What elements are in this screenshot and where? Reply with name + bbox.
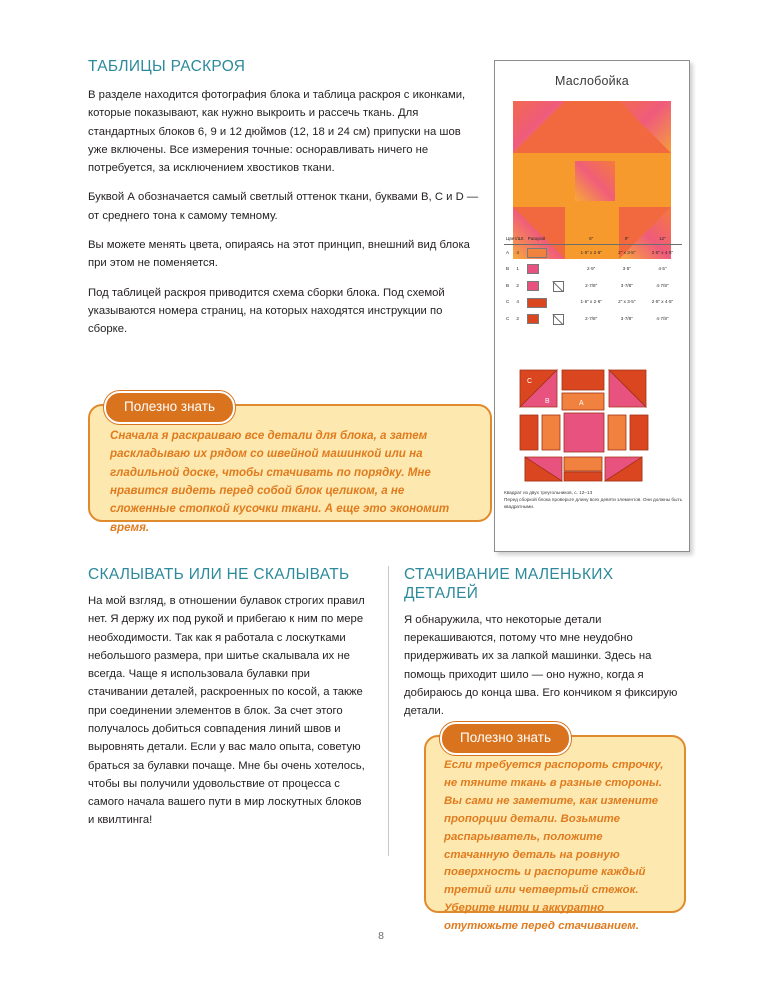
col-header-size-12: 12"	[643, 235, 682, 245]
col-header-size-6: 6"	[572, 235, 611, 245]
row-size-9: 3·7/8"	[620, 282, 633, 288]
right-column-heading: СТАЧИВАНИЕ МАЛЕНЬКИХ ДЕТАЛЕЙ	[404, 566, 614, 602]
block-name-title: Маслобойка	[555, 74, 629, 88]
tip-callout-1-body	[90, 406, 490, 551]
row-letter: C	[506, 299, 510, 305]
fabric-swatch	[527, 248, 547, 258]
row-qty: 2	[516, 316, 519, 322]
row-icon-cell	[552, 311, 572, 328]
row-size-9: 3·5"	[622, 266, 631, 272]
diagram-label-b: B	[545, 398, 550, 405]
left-column	[88, 566, 370, 830]
row-size-9: 2" x 3·5"	[618, 249, 636, 255]
row-swatch-cell	[526, 261, 552, 277]
row-icon-cell	[552, 295, 572, 311]
row-swatch-cell	[526, 295, 552, 311]
page-number: 8	[378, 930, 384, 942]
half-square-triangle-icon	[553, 314, 564, 325]
intro-section	[88, 58, 481, 338]
row-size-12: 4·5"	[658, 266, 667, 272]
row-qty: 4	[516, 299, 519, 305]
tip-callout-2	[424, 730, 686, 933]
page-title: ТАБЛИЦЫ РАСКРОЯ	[88, 58, 246, 75]
left-column-text: На мой взгляд, в отношении булавок строгих правил нет. Я держу их под рукой и прибегаю к ним по мере необходимости. Так как я работала с лоскутками небольшого размера, при шитье скалывала их не всегда. Чаще я использовала булавки при стачивании деталей, раскроенных по косой, а также при соединении элементов в блок. За счет этого получалось добиться совпадения линий швов и выровнять детали. Если у вас мало опыта, советую браться за булавки почаще. Мне бы очень хотелось, чтобы вы получили удовольствие от процесса с самого начала вашего пути в мир лоскутных блоков и квилтинга!	[88, 594, 365, 827]
row-size-12: 2·5" x 4·5"	[651, 249, 674, 255]
right-column	[404, 566, 689, 721]
caption-line-1: Квадрат из двух треугольников, с. 12–13	[504, 490, 593, 495]
row-qty: 1	[516, 266, 519, 272]
row-size-12: 4·7/8"	[656, 282, 669, 288]
column-divider	[388, 566, 389, 856]
col-header-color-qty: Цвет/Шт.	[504, 235, 526, 245]
row-qty: 2	[516, 282, 519, 288]
row-icon-cell	[552, 277, 572, 294]
cutting-table	[504, 235, 682, 328]
cutting-table-body	[504, 245, 682, 328]
caption-line-2: Перед сборкой блока проверьте длину всех девяти элементов. Они должны быть квадратными.	[504, 497, 683, 510]
row-size-6: 2·7/8"	[585, 282, 598, 288]
table-row	[504, 245, 682, 262]
row-swatch-cell	[526, 277, 552, 294]
block-reference-panel	[494, 60, 690, 552]
table-row	[504, 261, 682, 277]
tip-callout-2-body	[426, 737, 684, 948]
block-assembly-diagram	[517, 367, 667, 485]
row-icon-cell	[552, 245, 572, 262]
fabric-swatch	[527, 281, 539, 291]
row-swatch-cell	[526, 245, 552, 262]
row-size-9: 2" x 3·5"	[618, 299, 636, 305]
cutting-table-grid	[504, 235, 682, 328]
table-row	[504, 295, 682, 311]
col-header-icon	[552, 235, 572, 245]
row-letter: B	[506, 282, 510, 288]
left-column-heading: СКАЛЫВАТЬ ИЛИ НЕ СКАЛЫВАТЬ	[88, 566, 350, 583]
diagram-label-a: A	[579, 400, 584, 407]
intro-paragraph-3: Вы можете менять цвета, опираясь на этот принцип, внешний вид блока при этом не поменяется.	[88, 238, 470, 270]
fabric-swatch	[527, 314, 539, 324]
right-column-text: Я обнаружила, что некоторые детали перекашиваются, потому что мне неудобно придерживать их за лапкой машинки. Здесь на помощь приходит шило — оно нужно, когда я добираюсь до конца шва. Его кончиком я фиксирую детали.	[404, 613, 678, 718]
row-icon-cell	[552, 261, 572, 277]
tip-callout-1	[88, 399, 492, 534]
col-header-size-9: 9"	[611, 235, 643, 245]
intro-paragraph-1: В разделе находится фотография блока и таблица раскроя с иконками, которые показывают, как нужно выкроить и рассечь ткань. Для стандартных блоков 6, 9 и 12 дюймов (12, 18 и 24 см) припуски на шов уже включены. Все измерения точные: осноравливать ничего не потребуется, за исключением хвостиков ткани.	[88, 88, 466, 175]
row-letter: A	[506, 249, 510, 255]
row-size-12: 4·7/8"	[656, 316, 669, 322]
row-letter: B	[506, 266, 510, 272]
table-row	[504, 277, 682, 294]
cutting-table-header-row	[504, 235, 682, 245]
row-letter: C	[506, 316, 510, 322]
right-column-body	[404, 611, 689, 721]
intro-body	[88, 86, 481, 339]
row-qty: 4	[516, 249, 519, 255]
fabric-swatch	[527, 264, 539, 274]
tip-callout-2-text: Если требуется распороть строчку, не тяните ткань в разные стороны. Вы сами не заметите, как измените пропорции детали. Возьмите распарыватель, положите стачанную деталь на ровную поверхность и распорите каждый третий или четвертый стежок. Уберите нити и аккуратно отутюжьте перед стачиванием.	[444, 759, 664, 933]
tip-callout-1-label: Полезно знать	[104, 391, 235, 424]
col-header-cut: Раскрой	[526, 235, 552, 245]
intro-paragraph-4: Под таблицей раскроя приводится схема сборки блока. Под схемой указываются номера страниц, на которых находятся инструкции по сборке.	[88, 286, 445, 336]
diagram-label-c: C	[527, 378, 533, 385]
row-size-6: 2·5"	[587, 266, 596, 272]
tip-callout-1-text: Сначала я раскраиваю все детали для блока, а затем раскладываю их рядом со швейной машинкой или на гладильной доске, чтобы стачивать по порядку. Мне нравится видеть перед собой блок целиком, а не сложенные стопкой кусочки ткани. А еще это экономит время.	[110, 429, 450, 534]
row-swatch-cell	[526, 311, 552, 328]
half-square-triangle-icon	[553, 281, 564, 292]
left-column-body	[88, 592, 370, 830]
diagram-caption	[504, 489, 684, 510]
fabric-swatch	[527, 298, 547, 308]
row-size-6: 1·6" x 2·6"	[580, 249, 602, 255]
intro-paragraph-2: Буквой А обозначается самый светлый оттенок ткани, буквами B, C и D — от среднего тона к самому темному.	[88, 191, 479, 222]
row-size-12: 2·5" x 4·5"	[651, 299, 674, 305]
row-size-6: 2·7/8"	[585, 316, 598, 322]
table-row	[504, 311, 682, 328]
row-size-9: 3·7/8"	[620, 316, 633, 322]
row-size-6: 1·6" x 2·6"	[580, 299, 602, 305]
tip-callout-2-label: Полезно знать	[440, 722, 571, 755]
